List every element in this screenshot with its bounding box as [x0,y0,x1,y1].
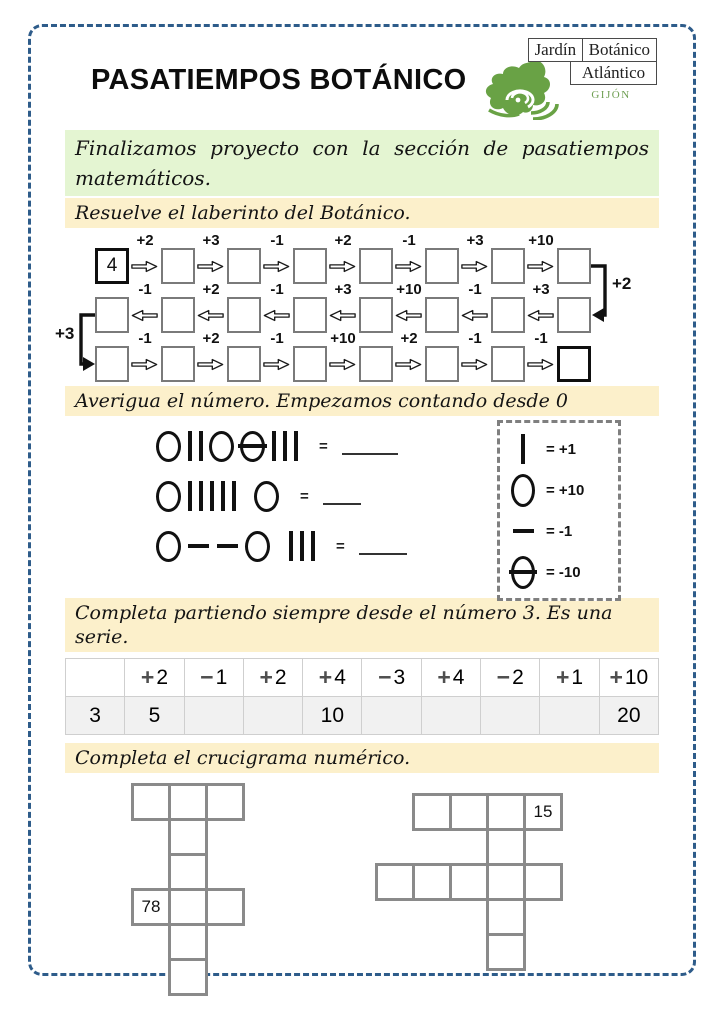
arrow-right-icon [527,358,554,371]
maze-row [95,281,591,333]
maze-cell [491,248,525,284]
maze-step [393,330,425,382]
maze-operation-label: +2 [334,232,352,249]
maze-step [459,281,491,333]
equals-sign: = [319,437,328,455]
crossword-cell: 15 [523,793,563,831]
maze-operation-label: -1 [138,281,152,298]
crossword-cell [205,888,245,926]
series-values-row [66,697,659,735]
bar-symbol [311,531,315,561]
bar-symbol [272,431,276,461]
op-sign: − [378,664,392,690]
maze-operation-label: +10 [396,281,422,298]
maze-step [261,330,293,382]
maze-operation-label: +3 [532,281,550,298]
series-value-cell: 20 [599,697,658,735]
maze-operation-label: +10 [330,330,356,347]
legend-symbol [508,556,538,589]
intro-line-1: Finalizamos proyecto con la sección de pasatiempos [75,136,649,160]
theta-symbol [240,431,265,462]
symbol-count-exercise [65,418,659,596]
series-op-cell [481,659,540,697]
arrow-right-icon [197,358,224,371]
maze-cell [557,248,591,284]
maze-left-connector-label: +3 [55,324,75,343]
bar-symbol [221,481,225,511]
series-section-title: Completa partiendo siempre desde el número 3. Es una serie. [65,598,659,652]
maze-cell [161,297,195,333]
intro-line-2: matemáticos. [75,166,211,190]
maze-operation-label: -1 [270,281,284,298]
series-op-cell [362,659,421,697]
maze-cell [557,346,591,382]
maze-cell [359,297,393,333]
series-value-cell: 10 [303,697,362,735]
theta-symbol [511,556,535,589]
crossword-cell [168,853,208,891]
op-sign: + [259,664,273,690]
maze-operation-label: +2 [202,330,220,347]
maze-cell [359,346,393,382]
bar-symbol [289,531,293,561]
maze-section-title: Resuelve el laberinto del Botánico. [65,198,659,228]
op-sign: − [200,664,214,690]
op-number: 1 [215,665,228,689]
maze-operation-label: -1 [138,330,152,347]
arrow-left-icon [329,309,356,322]
maze-step [459,232,491,284]
logo-text [528,38,657,101]
arrow-left-icon [197,309,224,322]
maze-row [95,232,591,284]
maze-cell [491,346,525,382]
crossword-cell [449,863,489,901]
bar-symbol [188,481,192,511]
series-value-cell [540,697,599,735]
number-crosswords [65,773,659,1015]
bar-symbol [294,431,298,461]
op-sign: + [609,664,623,690]
circle-symbol [156,431,181,462]
maze-step [195,281,227,333]
crossword-cell [168,958,208,996]
maze-cell [557,297,591,333]
intro-paragraph [65,130,659,196]
maze-step [393,281,425,333]
dash-symbol [188,544,209,548]
maze-step [195,330,227,382]
maze-step [129,330,161,382]
maze-step [525,281,557,333]
symbol-legend [497,420,621,601]
logo-city: GIJÓN [591,88,631,101]
op-sign: + [437,664,451,690]
arrow-right-icon [197,260,224,273]
maze-step [129,232,161,284]
crossword-cell [205,783,245,821]
crossword-cell [168,923,208,961]
arrow-right-icon [263,358,290,371]
count-section-title: Averigua el número. Empezamos contando desde 0 [65,386,659,416]
maze-step [129,281,161,333]
op-sign: + [555,664,570,690]
arrow-left-icon [527,309,554,322]
maze-step [261,281,293,333]
series-table [65,658,659,735]
logo-word-jardin: Jardín [528,38,584,62]
maze-cell [227,248,261,284]
op-number: 4 [334,665,346,689]
maze-operation-label: -1 [270,330,284,347]
circle-symbol [156,481,181,512]
answer-blank [342,453,398,455]
maze-cell [95,297,129,333]
legend-symbol [508,474,538,507]
op-sign: − [496,664,511,690]
dash-symbol [217,544,238,548]
spacer [273,546,285,547]
bar-symbol [283,431,287,461]
series-value-cell [243,697,302,735]
maze-cell: 4 [95,248,129,284]
circle-symbol [254,481,279,512]
maze-step [525,330,557,382]
bar-symbol [300,531,304,561]
maze-cell [161,346,195,382]
crossword-cell [486,933,526,971]
op-number: 10 [624,665,649,689]
legend-symbol [508,529,538,533]
crossword-cell [168,783,208,821]
legend-item [508,474,610,506]
maze-connector-down-right-icon [591,258,609,328]
crossword-cell [168,888,208,926]
dash-symbol [513,529,534,533]
maze-cell [293,346,327,382]
series-value-cell: 5 [125,697,184,735]
op-number: 2 [274,665,287,689]
op-number: 2 [512,665,524,689]
equals-sign: = [300,487,309,505]
crossword-cell [486,793,526,831]
maze-step [261,232,293,284]
number-maze [55,232,659,384]
legend-value: = +1 [546,440,577,458]
bar-symbol [210,481,214,511]
legend-item [508,515,610,547]
maze-operation-label: -1 [468,281,482,298]
series-op-cell [243,659,302,697]
arrow-left-icon [461,309,488,322]
series-value-cell [184,697,243,735]
crossword-cell [486,898,526,936]
maze-operation-label: +2 [400,330,418,347]
series-value-cell: 3 [66,697,125,735]
legend-value: = +10 [546,481,585,499]
maze-step [327,330,359,382]
maze-connector-down-left-icon [75,307,97,375]
crossword-cell [412,863,452,901]
maze-operation-label: +3 [466,232,484,249]
series-op-cell [303,659,362,697]
bar-symbol [232,481,236,511]
series-op-cell [540,659,599,697]
equals-sign: = [336,537,345,555]
symbol-sequence [153,478,361,514]
crossword-cell [449,793,489,831]
maze-row [95,330,591,382]
arrow-right-icon [131,260,158,273]
op-number: 4 [452,665,465,689]
arrow-right-icon [263,260,290,273]
legend-item [508,556,610,588]
maze-cell [227,297,261,333]
header [65,38,659,116]
arrow-right-icon [395,260,422,273]
maze-operation-label: +3 [202,232,220,249]
arrow-left-icon [131,309,158,322]
arrow-right-icon [461,358,488,371]
crossword-cell [375,863,415,901]
maze-cell [425,346,459,382]
crossword-cell [168,818,208,856]
legend-symbol [508,434,538,464]
bar-symbol [188,431,192,461]
maze-operation-label: -1 [402,232,416,249]
maze-cell [425,297,459,333]
worksheet-content [55,0,659,1015]
circle-symbol [156,531,181,562]
maze-cell [359,248,393,284]
logo-word-atlantico: Atlántico [570,61,657,85]
maze-step [327,232,359,284]
crossword-cell [412,793,452,831]
legend-value: = -10 [546,563,581,581]
botanic-garden-logo [491,38,659,116]
answer-blank [323,503,361,505]
maze-cell [491,297,525,333]
maze-cell [425,248,459,284]
crossword-cell [486,863,526,901]
series-value-cell [481,697,540,735]
symbol-sequence [153,528,407,564]
op-number: 3 [393,665,406,689]
arrow-right-icon [461,260,488,273]
logo-word-botanico: Botánico [582,38,657,62]
arrow-left-icon [395,309,422,322]
bar-symbol [199,481,203,511]
answer-blank [359,553,407,555]
arrow-right-icon [329,260,356,273]
maze-operation-label: -1 [270,232,284,249]
maze-operation-label: -1 [534,330,548,347]
maze-operation-label: -1 [468,330,482,347]
page-title: PASATIEMPOS BOTÁNICO [91,64,467,96]
op-sign: + [140,664,155,690]
series-op-cell [66,659,125,697]
spacer [239,496,251,497]
arrow-right-icon [131,358,158,371]
maze-step [327,281,359,333]
series-value-cell [421,697,480,735]
maze-operation-label: +2 [136,232,154,249]
maze-step [459,330,491,382]
maze-cell [227,346,261,382]
maze-cell [161,248,195,284]
series-op-cell [599,659,658,697]
crossword-cell [131,783,171,821]
maze-cell [95,346,129,382]
circle-symbol [209,431,234,462]
maze-step [393,232,425,284]
arrow-right-icon [395,358,422,371]
arrow-right-icon [527,260,554,273]
op-number: 1 [571,665,584,689]
bar-symbol [521,434,525,464]
maze-operation-label: +2 [202,281,220,298]
maze-operation-label: +3 [334,281,352,298]
series-op-cell [125,659,184,697]
series-operations-row [66,659,659,697]
crossword-grid-right [375,793,563,971]
crossword-cell [486,828,526,866]
maze-operation-label: +10 [528,232,554,249]
crossword-cell: 78 [131,888,171,926]
maze-cell [293,297,327,333]
arrow-right-icon [329,358,356,371]
legend-value: = -1 [546,522,573,540]
series-value-cell [362,697,421,735]
circle-symbol [245,531,270,562]
op-sign: + [318,664,333,690]
maze-step [525,232,557,284]
maze-cell [293,248,327,284]
maze-right-connector-label: +2 [612,274,632,293]
series-op-cell [421,659,480,697]
op-number: 2 [156,665,168,689]
crossword-section-title: Completa el crucigrama numérico. [65,743,659,773]
arrow-left-icon [263,309,290,322]
circle-symbol [511,474,535,507]
maze-step [195,232,227,284]
crossword-cell [523,863,563,901]
series-op-cell [184,659,243,697]
legend-item [508,433,610,465]
bar-symbol [199,431,203,461]
crossword-grid-left [131,783,245,996]
symbol-sequence [153,428,398,464]
